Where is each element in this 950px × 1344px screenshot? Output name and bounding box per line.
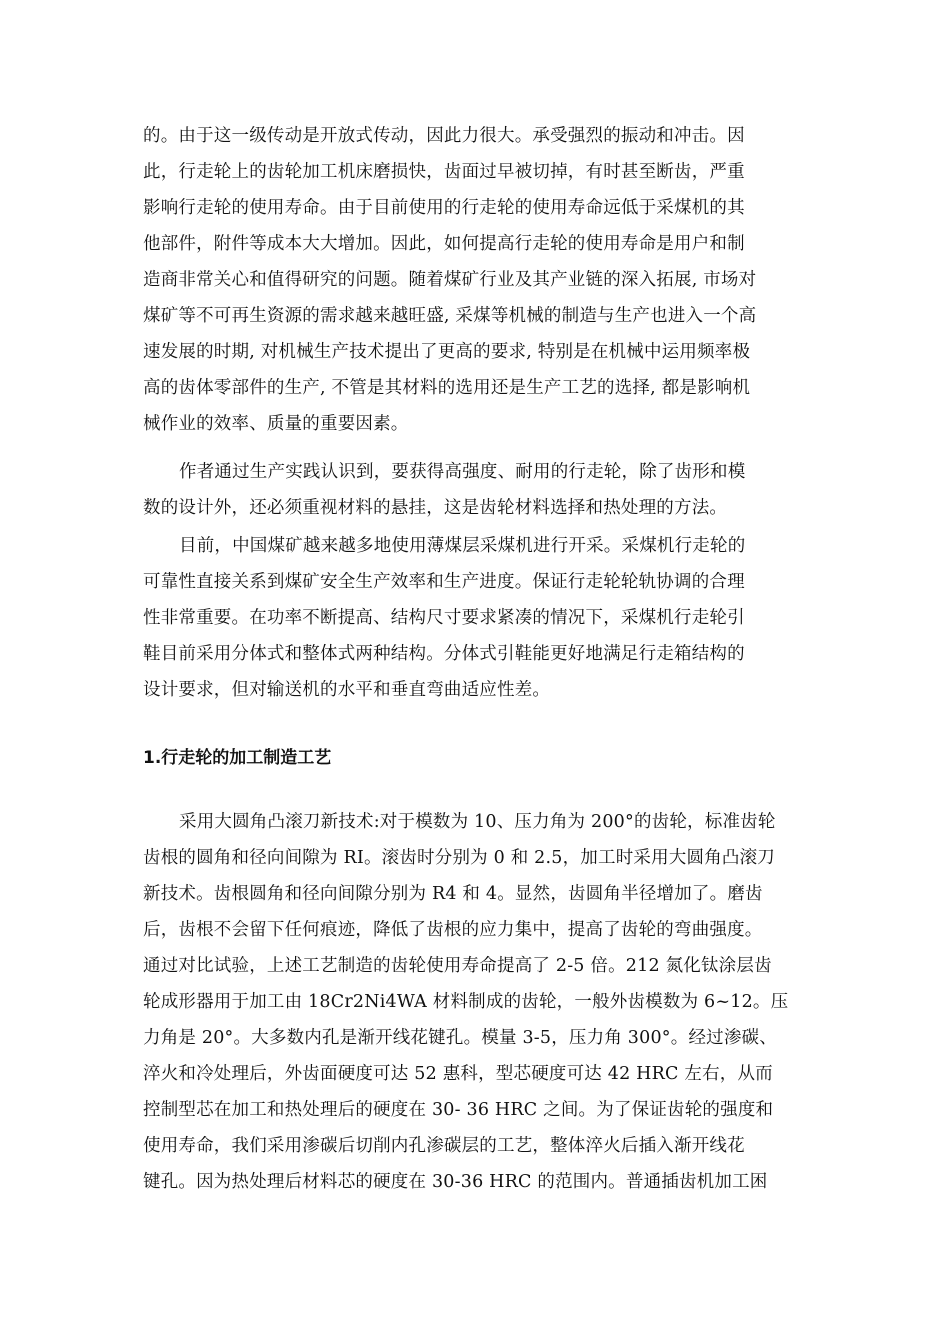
section-line-8: 淬火和冷处理后，外齿面硬度可达 52 惠科，型芯硬度可达 42 HRC 左右，从而	[143, 1064, 773, 1084]
section-line-5: 通过对比试验，上述工艺制造的齿轮使用寿命提高了 2-5 倍。212 氮化钛涂层齿	[143, 956, 772, 976]
section-line-3: 新技术。齿根圆角和径向间隙分别为 R4 和 4。显然，齿圆角半径增加了。磨齿	[143, 884, 763, 904]
paragraph-2-line-2: 数的设计外，还必须重视材料的悬挂，这是齿轮材料选择和热处理的方法。	[143, 498, 728, 518]
paragraph-3-line-5: 设计要求，但对输送机的水平和垂直弯曲适应性差。	[143, 680, 551, 700]
paragraph-1-line-4: 他部件，附件等成本大大增加。因此，如何提高行走轮的使用寿命是用户和制	[143, 234, 745, 254]
paragraph-1-line-2: 此，行走轮上的齿轮加工机床磨损快，齿面过早被切掉，有时甚至断齿，严重	[143, 162, 745, 182]
paragraph-1-line-3: 影响行走轮的使用寿命。由于目前使用的行走轮的使用寿命远低于采煤机的其	[143, 198, 745, 218]
section-line-2: 齿根的圆角和径向间隙为 RI。滚齿时分别为 0 和 2.5，加工时采用大圆角凸滚刀	[143, 848, 776, 868]
section-line-9: 控制型芯在加工和热处理后的硬度在 30- 36 HRC 之间。为了保证齿轮的强度和	[143, 1100, 774, 1120]
paragraph-3-line-4: 鞋目前采用分体式和整体式两种结构。分体式引鞋能更好地满足行走箱结构的	[143, 644, 745, 664]
section-line-1: 采用大圆角凸滚刀新技术:对于模数为 10、压力角为 200°的齿轮，标准齿轮	[179, 812, 776, 832]
paragraph-2-line-1: 作者通过生产实践认识到，要获得高强度、耐用的行走轮，除了齿形和模	[179, 462, 746, 482]
paragraph-3-line-3: 性非常重要。在功率不断提高、结构尺寸要求紧凑的情况下，采煤机行走轮引	[143, 608, 745, 628]
section-line-11: 键孔。因为热处理后材料芯的硬度在 30-36 HRC 的范围内。普通插齿机加工困	[143, 1172, 768, 1192]
paragraph-1-line-9: 械作业的效率、质量的重要因素。	[143, 414, 409, 434]
section-line-10: 使用寿命，我们采用渗碳后切削内孔渗碳层的工艺，整体淬火后插入渐开线花	[143, 1136, 745, 1156]
section-heading: 1.行走轮的加工制造工艺	[143, 748, 332, 768]
paragraph-3-line-2: 可靠性直接关系到煤矿安全生产效率和生产进度。保证行走轮轮轨协调的合理	[143, 572, 745, 592]
paragraph-1-line-7: 速发展的时期, 对机械生产技术提出了更高的要求, 特别是在机械中运用频率极	[143, 342, 751, 362]
section-line-6: 轮成形器用于加工由 18Cr2Ni4WA 材料制成的齿轮，一般外齿模数为 6~12。压	[143, 992, 789, 1012]
paragraph-1-line-5: 造商非常关心和值得研究的问题。随着煤矿行业及其产业链的深入拓展, 市场对	[143, 270, 757, 290]
paragraph-1-line-6: 煤矿等不可再生资源的需求越来越旺盛, 采煤等机械的制造与生产也进入一个高	[143, 306, 757, 326]
paragraph-3-line-1: 目前，中国煤矿越来越多地使用薄煤层采煤机进行开采。采煤机行走轮的	[179, 536, 746, 556]
section-line-4: 后，齿根不会留下任何痕迹，降低了齿根的应力集中，提高了齿轮的弯曲强度。	[143, 920, 763, 940]
paragraph-1-line-1: 的。由于这一级传动是开放式传动，因此力很大。承受强烈的振动和冲击。因	[143, 126, 745, 146]
paragraph-1-line-8: 高的齿体零部件的生产, 不管是其材料的选用还是生产工艺的选择, 都是影响机	[143, 378, 751, 398]
section-line-7: 力角是 20°。大多数内孔是渐开线花键孔。模量 3-5，压力角 300°。经过渗碳、	[143, 1028, 777, 1048]
